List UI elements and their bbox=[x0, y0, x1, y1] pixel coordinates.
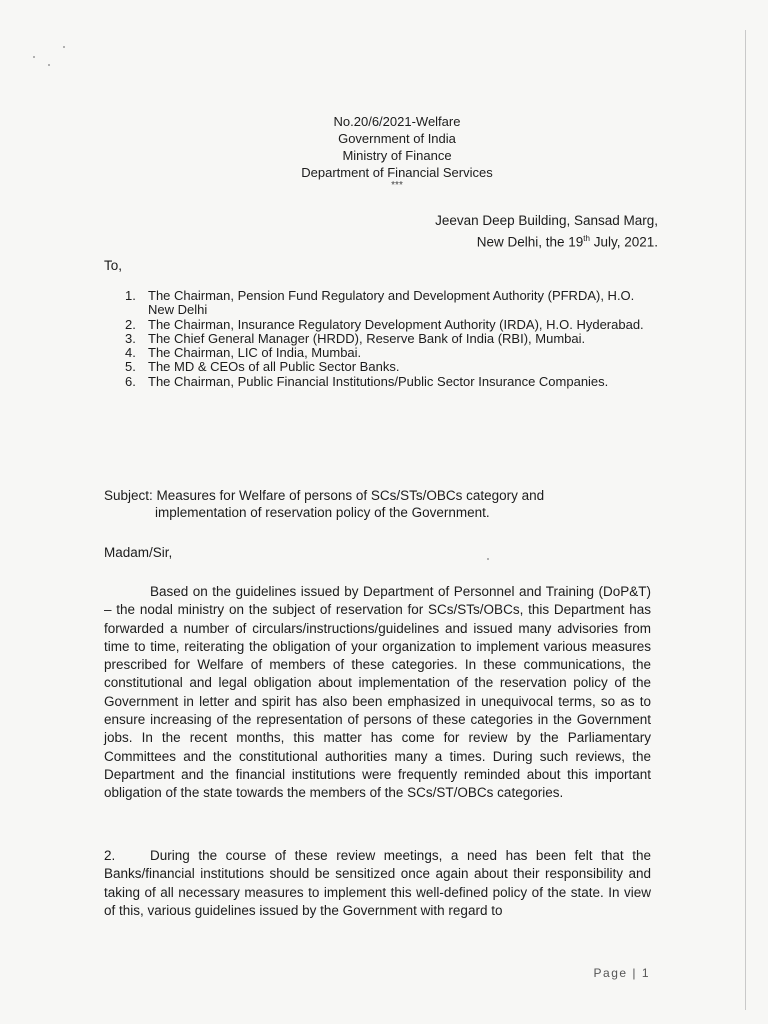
list-item-text: The Chairman, LIC of India, Mumbai. bbox=[148, 345, 362, 361]
place-and-date bbox=[435, 212, 658, 252]
addressee-list bbox=[113, 289, 653, 389]
list-item bbox=[113, 360, 653, 374]
list-item bbox=[113, 289, 653, 318]
list-item-number: 3. bbox=[125, 330, 136, 346]
date-prefix: New Delhi, the 19 bbox=[476, 234, 584, 250]
subject-line-2: implementation of reservation policy of the Government. bbox=[155, 505, 490, 520]
list-item bbox=[113, 375, 653, 389]
scan-speck bbox=[487, 558, 489, 560]
reference-number: No.20/6/2021-Welfare bbox=[333, 114, 461, 129]
department-line: Department of Financial Services bbox=[301, 165, 493, 180]
date-superscript: th bbox=[583, 234, 590, 243]
paragraph-1: Based on the guidelines issued by Department of Personnel and Training (DoP&T) – the nodal ministry on the subject of reservation for SCs/STs/OBCs, this Department has forwarded a number of circulars/instructions/guidelines and issued many advisories from time to time, reiterating the obligation of your organization to implement various measures prescribed for Welfare of members of these categories. In these communications, the constitutional and legal obligation about implementation of the reservation policy of the Government in letter and spirit has also been emphasized in unequivocal terms, so as to ensure increasing of the representation of persons of these categories in the Government jobs. In the recent months, this matter has come for review by the Parliamentary Committees and the constitutional authorities many a times. During such reviews, the Department and the financial institutions were frequently reminded about this important obligation of the state towards the members of the SCs/ST/OBCs categories. bbox=[104, 584, 651, 801]
list-item-number: 6. bbox=[125, 373, 136, 389]
list-item-number: 5. bbox=[125, 359, 136, 375]
scan-speck bbox=[63, 46, 65, 48]
separator-stars: *** bbox=[391, 180, 403, 191]
list-item-text: The Chairman, Insurance Regulatory Development Authority (IRDA), H.O. Hyderabad. bbox=[148, 316, 644, 332]
ministry-line: Ministry of Finance bbox=[342, 148, 452, 163]
list-item-text: The Chairman, Public Financial Institutions/Public Sector Insurance Companies. bbox=[148, 373, 609, 389]
government-line: Government of India bbox=[338, 131, 456, 146]
salutation: Madam/Sir, bbox=[104, 545, 173, 560]
address-line: Jeevan Deep Building, Sansad Marg, bbox=[435, 213, 658, 228]
list-item-text: The Chairman, Pension Fund Regulatory and Development Authority (PFRDA), H.O. New Delhi bbox=[148, 288, 635, 318]
date-suffix: July, 2021. bbox=[589, 234, 658, 250]
list-item-number: 2. bbox=[125, 316, 136, 332]
subject bbox=[104, 487, 624, 521]
list-item bbox=[113, 332, 653, 346]
list-item bbox=[113, 346, 653, 360]
list-item bbox=[113, 318, 653, 332]
paragraph-number: 2. bbox=[104, 848, 116, 863]
paragraph-2 bbox=[104, 847, 651, 920]
subject-line-1: Subject: Measures for Welfare of persons of SCs/STs/OBCs category and bbox=[104, 488, 545, 503]
scan-speck bbox=[33, 56, 35, 58]
paragraph-2-text: During the course of these review meetings, a need has been felt that the Banks/financial institutions should be sensitized once again about their responsibility and taking of all necessary measures to implement this well-defined policy of the state. In view of this, various guidelines issued by the Government with regard to bbox=[104, 848, 651, 918]
to-label: To, bbox=[104, 258, 123, 273]
page-number: Page | 1 bbox=[593, 966, 650, 980]
letterhead bbox=[0, 113, 768, 191]
date-line bbox=[435, 230, 658, 252]
list-item-number: 4. bbox=[125, 345, 136, 361]
list-item-text: The Chief General Manager (HRDD), Reserve Bank of India (RBI), Mumbai. bbox=[148, 330, 586, 346]
scan-speck bbox=[48, 64, 50, 66]
list-item-number: 1. bbox=[125, 288, 136, 303]
list-item-text: The MD & CEOs of all Public Sector Banks. bbox=[148, 359, 400, 375]
